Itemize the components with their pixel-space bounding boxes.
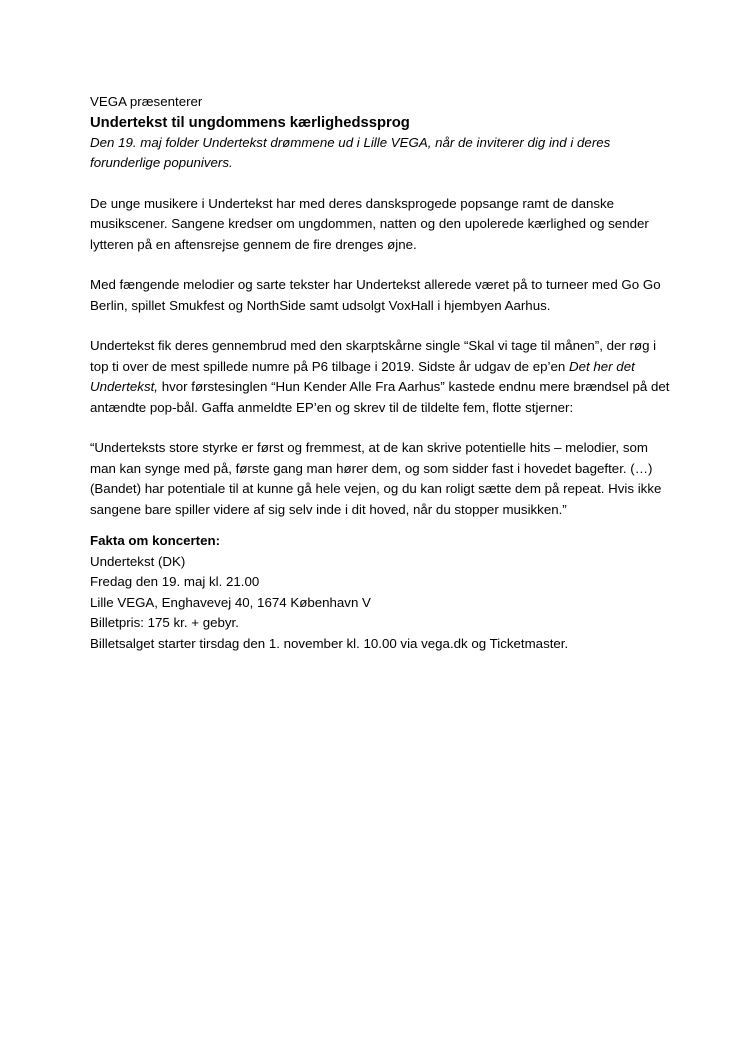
paragraph-tours: Med fængende melodier og sarte tekster har Undertekst allerede været på to turneer med Go Go Berlin, spillet Smukfest og NorthSide samt udsolgt VoxHall i hjembyen Aarhus. — [90, 277, 661, 313]
facts-ticket-sale: Billetsalget starter tirsdag den 1. november kl. 10.00 via vega.dk og Ticketmaster. — [90, 635, 569, 651]
paragraph-intro: De unge musikere i Undertekst har med deres dansksprogede popsange ramt de danske musikscener. Sangene kredser om ungdommen, natten og den upolerede kærlighed og sender lytteren på en aftensrejse gennem de fire drenges øjne. — [90, 195, 649, 252]
facts-date: Fredag den 19. maj kl. 21.00 — [90, 574, 260, 589]
paragraph-breakthrough — [90, 336, 670, 418]
facts-venue: Lille VEGA, Enghavevej 40, 1674 København V — [90, 594, 371, 610]
ep-title: Det her det Undertekst, — [90, 358, 635, 394]
facts-title: Fakta om koncerten: — [90, 533, 221, 548]
facts-price: Billetpris: 175 kr. + gebyr. — [90, 615, 239, 630]
review-quote: “Underteksts store styrke er først og fremmest, at de kan skrive potentielle hits – melodier, som man kan synge med på, første gang man hører dem, og som sidder fast i hovedet bagefter. (…) (Bandet) har potentiale til at kunne gå hele vejen, og du kan roligt sætte dem på repeat. Hvis ikke sangene bare spiller videre af sig selv inde i dit hoved, når du stopper musikken.” — [90, 440, 662, 517]
facts-artist: Undertekst (DK) — [90, 553, 186, 569]
paragraph-breakthrough-text-1: Undertekst fik deres gennembrud med den skarptskårne single “Skal vi tage til månen”, der røg i top ti over de mest spillede numre på P6 tilbage i 2019. Sidste år udgav de ep’en — [90, 338, 657, 374]
presenter-line: VEGA præsenterer — [90, 94, 203, 109]
headline: Undertekst til ungdommens kærlighedssprog — [90, 114, 410, 131]
paragraph-breakthrough-text-2: hvor førstesinglen “Hun Kender Alle Fra Aarhus” kastede endnu mere brændsel på det antændte pop-bål. Gaffa anmeldte EP’en og skrev til de tildelte fem, flotte stjerner: — [90, 379, 670, 415]
press-release — [90, 92, 670, 654]
subheadline: Den 19. maj folder Undertekst drømmene ud i Lille VEGA, når de inviterer dig ind i deres forunderlige popunivers. — [90, 134, 611, 170]
